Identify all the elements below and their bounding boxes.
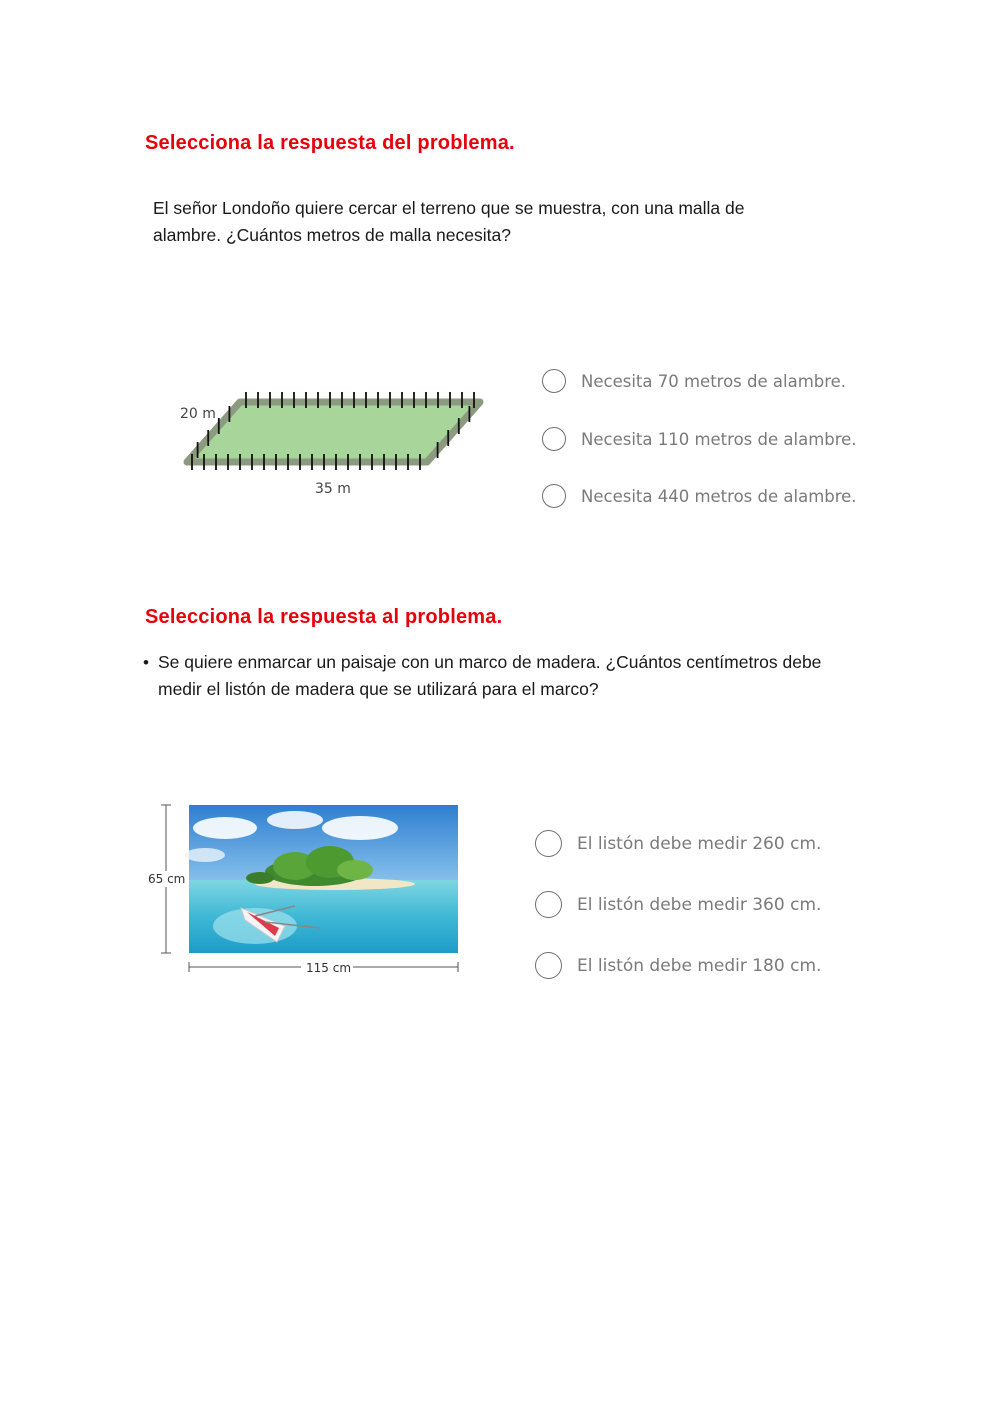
radio-button[interactable] xyxy=(542,369,566,393)
problem2-heading: Selecciona la respuesta al problema. xyxy=(145,606,503,628)
problem2-question-line1: Se quiere enmarcar un paisaje con un marco de madera. ¿Cuántos centímetros debe xyxy=(158,652,822,672)
problem1-option-3[interactable] xyxy=(542,484,857,508)
radio-button[interactable] xyxy=(542,484,566,508)
radio-button[interactable] xyxy=(535,952,562,979)
problem2-option-1[interactable] xyxy=(535,830,821,857)
landscape-photo xyxy=(185,805,458,953)
bullet-point: • xyxy=(143,653,149,672)
problem1-question xyxy=(153,195,744,249)
option-label: El listón debe medir 180 cm. xyxy=(577,955,822,976)
problem1-question-line2: alambre. ¿Cuántos metros de malla necesita? xyxy=(153,225,511,245)
problem1-question-line1: El señor Londoño quiere cercar el terreno que se muestra, con una malla de xyxy=(153,198,745,218)
width-label: 115 cm xyxy=(306,961,352,975)
problem1-option-1[interactable] xyxy=(542,369,846,393)
option-label: Necesita 110 metros de alambre. xyxy=(581,429,857,449)
problem2-option-2[interactable] xyxy=(535,891,821,918)
option-label: El listón debe medir 260 cm. xyxy=(577,833,822,854)
height-label: 65 cm xyxy=(148,872,186,886)
problem1-heading: Selecciona la respuesta del problema. xyxy=(145,132,515,154)
radio-button[interactable] xyxy=(542,427,566,451)
land-parallelogram xyxy=(187,402,480,462)
fenced-land-figure xyxy=(170,380,500,510)
problem1-option-2[interactable] xyxy=(542,427,857,451)
landscape-figure xyxy=(145,800,465,985)
problem2-question-line2: medir el listón de madera que se utilizará para el marco? xyxy=(158,679,599,699)
radio-button[interactable] xyxy=(535,891,562,918)
option-label: Necesita 70 metros de alambre. xyxy=(581,371,847,391)
option-label: Necesita 440 metros de alambre. xyxy=(581,486,857,506)
base-length-label: 35 m xyxy=(315,481,351,497)
problem2-option-3[interactable] xyxy=(535,952,821,979)
problem2-question xyxy=(158,649,821,703)
option-label: El listón debe medir 360 cm. xyxy=(577,894,822,915)
side-length-label: 20 m xyxy=(180,406,216,422)
radio-button[interactable] xyxy=(535,830,562,857)
